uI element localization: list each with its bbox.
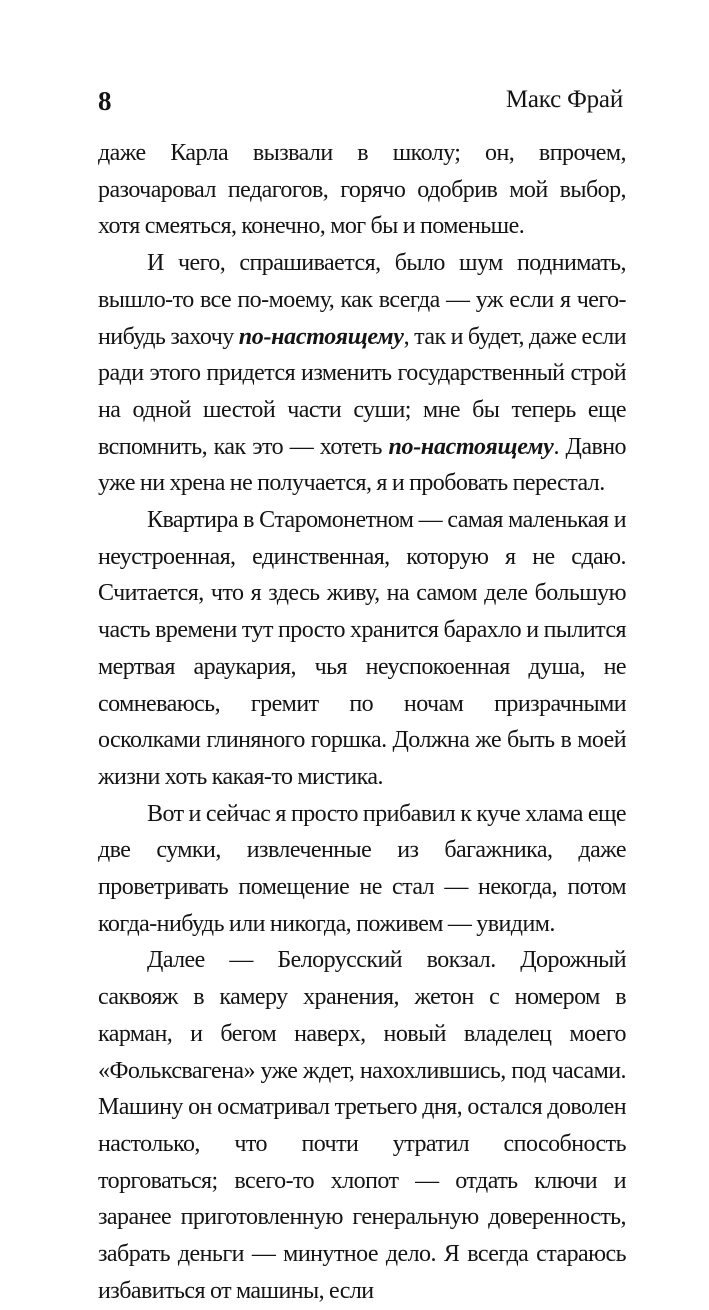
paragraph-4: Вот и сейчас я просто прибавил к куче хлама еще две сумки, извлеченные из багажника, даже проветривать помещение не стал — некогда, потом когда-нибудь или никогда, поживем — увидим. [98, 800, 626, 937]
running-head [98, 86, 623, 120]
paragraph-5: Далее — Белорусский вокзал. Дорожный саквояж в камеру хранения, жетон с номером в карман, и бегом наверх, новый владелец моего «Фольксвагена» уже ждет, нахохлившись, под часами. Машину он осматривал третьего дня, остался доволен настолько, что почти утратил способность торговаться; всего-то хлопот — отдать ключи и заранее приготовленную генеральную доверенность, забрать деньги — минутное дело. Я всегда стараюсь избавиться от машины, если [98, 947, 626, 1304]
paragraph-2-text-c: . Давно уже ни хрена не получается, я и пробовать перестал. [98, 433, 626, 497]
running-head-author: Макс Фрай [505, 86, 623, 113]
paragraph-2-text-b: , так и будет, даже если ради этого придется изменить государственный строй на одной шестой части суши; мне бы теперь еще вспомнить, как это — хотеть [98, 323, 626, 460]
paragraph-3: Квартира в Старомонетном — самая маленькая и неустроенная, единственная, которую я не сдаю. Считается, что я здесь живу, на самом деле большую часть времени тут просто хранится барахло и пылится мертвая араукария, чья неуспокоенная душа, не сомневаюсь, гремит по ночам призрачными осколками глиняного горшка. Должна же быть в моей жизни хоть какая-то мистика. [98, 507, 626, 790]
paragraph-2-text-a: И чего, спрашивается, было шум поднимать, вышло-то все по-моему, как всегда — уж если я чего-нибудь захочу [98, 250, 626, 350]
paragraph-1: даже Карла вызвали в школу; он, впрочем, разочаровал педагогов, горячо одобрив мой выбор, хотя смеяться, конечно, мог бы и поменьше. [98, 140, 626, 240]
emphasis-po-nastoyashchemu-2: по-настоящему [388, 433, 554, 460]
text-body [98, 135, 626, 1310]
paragraph-2 [98, 245, 626, 502]
page-number: 8 [98, 86, 112, 116]
emphasis-po-nastoyashchemu-1: по-настоящему [238, 323, 404, 350]
